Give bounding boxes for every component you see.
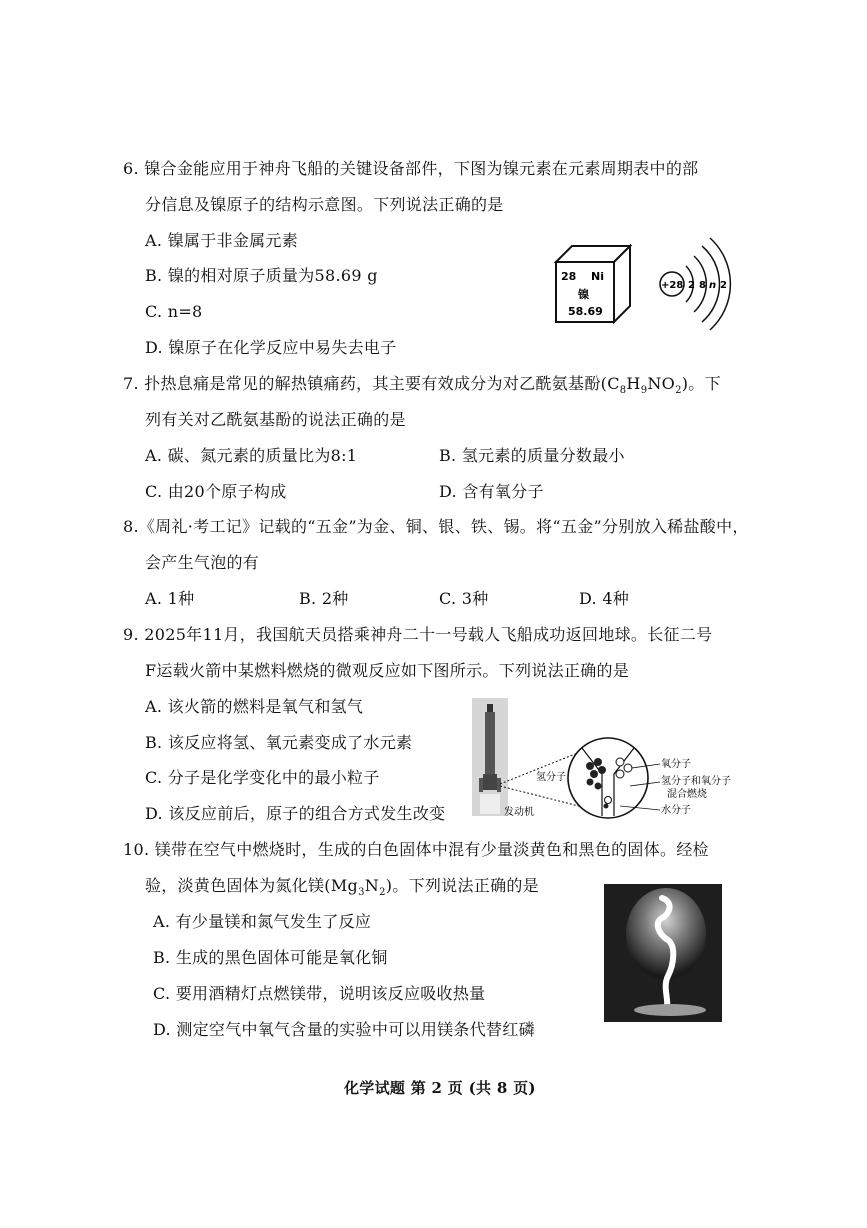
- q8-option-d[interactable]: D. 4种: [579, 589, 630, 608]
- nickel-figure: [548, 232, 748, 342]
- q8-option-b[interactable]: B. 2种: [299, 589, 349, 608]
- q9-option-b[interactable]: B. 该反应将氢、氧元素变成了水元素: [145, 733, 413, 752]
- q9-stem-line2: F运载火箭中某燃料燃烧的微观反应如下图所示。下列说法正确的是: [145, 661, 630, 680]
- rocket-reaction-figure: [470, 696, 745, 826]
- q10-option-c[interactable]: C. 要用酒精灯点燃镁带，说明该反应吸收热量: [153, 984, 486, 1003]
- q6-option-a[interactable]: A. 镍属于非金属元素: [145, 231, 299, 250]
- q7-stem-line1: 7. 扑热息痛是常见的解热镇痛药，其主要有效成分为对乙酰氨基酚$(C_8H_9NO_2)$。下: [123, 374, 721, 397]
- q8-stem-line1: 8.《周礼·考工记》记载的“五金”为金、铜、银、铁、锡。将“五金”分别放入稀盐酸中，: [123, 517, 749, 536]
- water-label: 水分子: [661, 805, 691, 816]
- nucleus-charge: +28: [661, 280, 684, 291]
- q8-option-c[interactable]: C. 3种: [439, 589, 489, 608]
- atomic-number: 28: [561, 270, 577, 283]
- q10-option-b[interactable]: B. 生成的黑色固体可能是氧化铜: [153, 948, 388, 967]
- oxygen-label: 氧分子: [661, 759, 691, 770]
- q7-option-d[interactable]: D. 含有氧分子: [439, 482, 544, 501]
- q10-option-a[interactable]: A. 有少量镁和氮气发生了反应: [153, 912, 372, 931]
- molecule-circle: [568, 738, 648, 818]
- q7-option-a[interactable]: A. 碳、氮元素的质量比为8:1: [145, 446, 358, 465]
- mix-label-line2: 混合燃烧: [667, 789, 707, 800]
- element-name: 镍: [578, 288, 589, 301]
- q10-option-d[interactable]: D. 测定空气中氧气含量的实验中可以用镁条代替红磷: [153, 1020, 535, 1039]
- q9-option-c[interactable]: C. 分子是化学变化中的最小粒子: [145, 768, 380, 787]
- atom-structure-diagram: [660, 238, 730, 330]
- q8-option-a[interactable]: A. 1种: [145, 589, 195, 608]
- q10-stem-line2: 验，淡黄色固体为氮化镁$(Mg_3N_2)$。下列说法正确的是: [145, 876, 539, 899]
- q6-stem-line2: 分信息及镍原子的结构示意图。下列说法正确的是: [145, 195, 504, 214]
- q6-option-b[interactable]: B. 镍的相对原子质量为58.69 g: [145, 266, 378, 285]
- magnesium-burning-photo: [604, 884, 722, 1022]
- q6-option-d[interactable]: D. 镍原子在化学反应中易失去电子: [145, 338, 397, 357]
- element-symbol: Ni: [591, 270, 604, 283]
- q7-stem-line2: 列有关对乙酰氨基酚的说法正确的是: [145, 410, 406, 429]
- shell-2: 8: [699, 280, 706, 291]
- shell-4: 2: [720, 280, 727, 291]
- engine-label: 发动机: [504, 807, 534, 818]
- rocket-image: [472, 698, 508, 816]
- page-footer: 化学试题 第 2 页 (共 8 页): [344, 1079, 536, 1097]
- q6-stem-line1: 6. 镍合金能应用于神舟飞船的关键设备部件，下图为镍元素在元素周期表中的部: [123, 159, 699, 178]
- q8-stem-line2: 会产生气泡的有: [145, 553, 260, 572]
- q9-stem-line1: 9. 2025年11月，我国航天员搭乘神舟二十一号载人飞船成功返回地球。长征二号: [123, 625, 713, 644]
- mix-label-line1: 氢分子和氧分子: [661, 776, 731, 787]
- atomic-mass: 58.69: [568, 305, 603, 318]
- periodic-table-cell: [556, 246, 630, 322]
- q9-option-d[interactable]: D. 该反应前后，原子的组合方式发生改变: [145, 804, 446, 823]
- shell-3: n: [709, 280, 717, 291]
- q9-option-a[interactable]: A. 该火箭的燃料是氧气和氢气: [145, 697, 364, 716]
- q6-option-c[interactable]: C. n=8: [145, 302, 203, 321]
- q10-stem-line1: 10. 镁带在空气中燃烧时，生成的白色固体中混有少量淡黄色和黑色的固体。经检: [123, 840, 709, 859]
- q7-option-b[interactable]: B. 氢元素的质量分数最小: [439, 446, 625, 465]
- q7-option-c[interactable]: C. 由20个原子构成: [145, 482, 287, 501]
- hydrogen-label: 氢分子: [536, 772, 566, 783]
- shell-1: 2: [688, 280, 695, 291]
